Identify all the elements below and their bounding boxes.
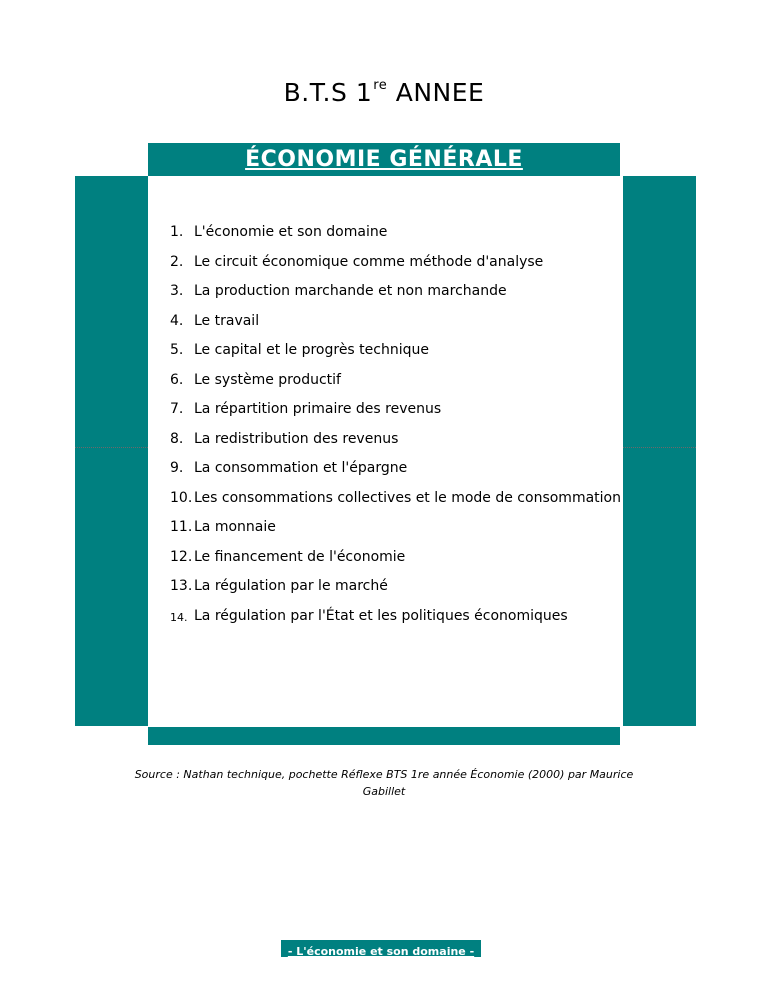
toc-number: 9. — [170, 460, 184, 476]
toc-number: 7. — [170, 401, 184, 417]
toc-label: La répartition primaire des revenus — [194, 401, 442, 417]
toc-label: Les consommations collectives et le mode de consommation — [194, 489, 621, 506]
toc-label: La régulation par l'État et les politiques économiques — [194, 607, 568, 624]
toc-label: Le capital et le progrès technique — [194, 342, 429, 358]
toc-item — [170, 313, 622, 343]
toc-item — [170, 372, 622, 402]
toc-label: Le circuit économique comme méthode d'analyse — [194, 253, 544, 270]
source-line-2: Gabillet — [362, 785, 406, 798]
toc-item — [170, 342, 622, 372]
banner-right-column — [623, 176, 696, 726]
title-superscript: re — [373, 78, 388, 93]
toc-item — [170, 608, 622, 638]
dotted-divider-right — [623, 447, 696, 448]
title-main: B.T.S 1 — [283, 78, 373, 107]
banner-bottom — [148, 727, 620, 745]
toc-label: La production marchande et non marchande — [194, 283, 507, 299]
toc-label: Le travail — [194, 312, 260, 329]
toc-number: 13. — [170, 578, 193, 594]
toc-label: La régulation par le marché — [194, 578, 388, 594]
toc-label: La redistribution des revenus — [194, 430, 399, 447]
toc-item — [170, 549, 622, 579]
toc-number: 10. — [170, 489, 193, 506]
title-rest: ANNEE — [387, 78, 485, 107]
toc-item — [170, 283, 622, 313]
toc-item — [170, 431, 622, 461]
toc-item — [170, 578, 622, 608]
toc-number: 4. — [170, 312, 184, 329]
source-note — [100, 766, 668, 800]
toc-label: Le financement de l'économie — [194, 548, 406, 565]
banner-left-column — [75, 176, 148, 726]
toc-item — [170, 224, 622, 254]
toc-label: La consommation et l'épargne — [194, 460, 408, 476]
source-line-1: Source : Nathan technique, pochette Réflexe BTS 1re année Économie (2000) par Maurice — [134, 768, 634, 781]
footer-text: - L'économie et son domaine - — [287, 945, 475, 958]
toc-label: La monnaie — [194, 519, 276, 535]
banner-title: ÉCONOMIE GÉNÉRALE — [245, 147, 523, 172]
toc-item — [170, 254, 622, 284]
toc-number: 6. — [170, 371, 184, 388]
toc-number: 11. — [170, 519, 193, 535]
toc-item — [170, 401, 622, 431]
toc-label: L'économie et son domaine — [194, 224, 388, 240]
toc-item — [170, 490, 622, 520]
page-title — [0, 78, 768, 107]
toc-item — [170, 519, 622, 549]
table-of-contents — [170, 224, 622, 637]
toc-item — [170, 460, 622, 490]
footer-chapter-label — [281, 940, 481, 957]
toc-number: 2. — [170, 253, 184, 270]
toc-number: 1. — [170, 224, 184, 240]
dotted-divider-left — [75, 447, 148, 448]
banner-top — [148, 143, 620, 176]
toc-number: 5. — [170, 342, 184, 358]
toc-number: 8. — [170, 430, 184, 447]
toc-label: Le système productif — [194, 371, 341, 388]
toc-number: 3. — [170, 283, 184, 299]
toc-number: 12. — [170, 548, 193, 565]
toc-number: 14. — [170, 610, 188, 624]
